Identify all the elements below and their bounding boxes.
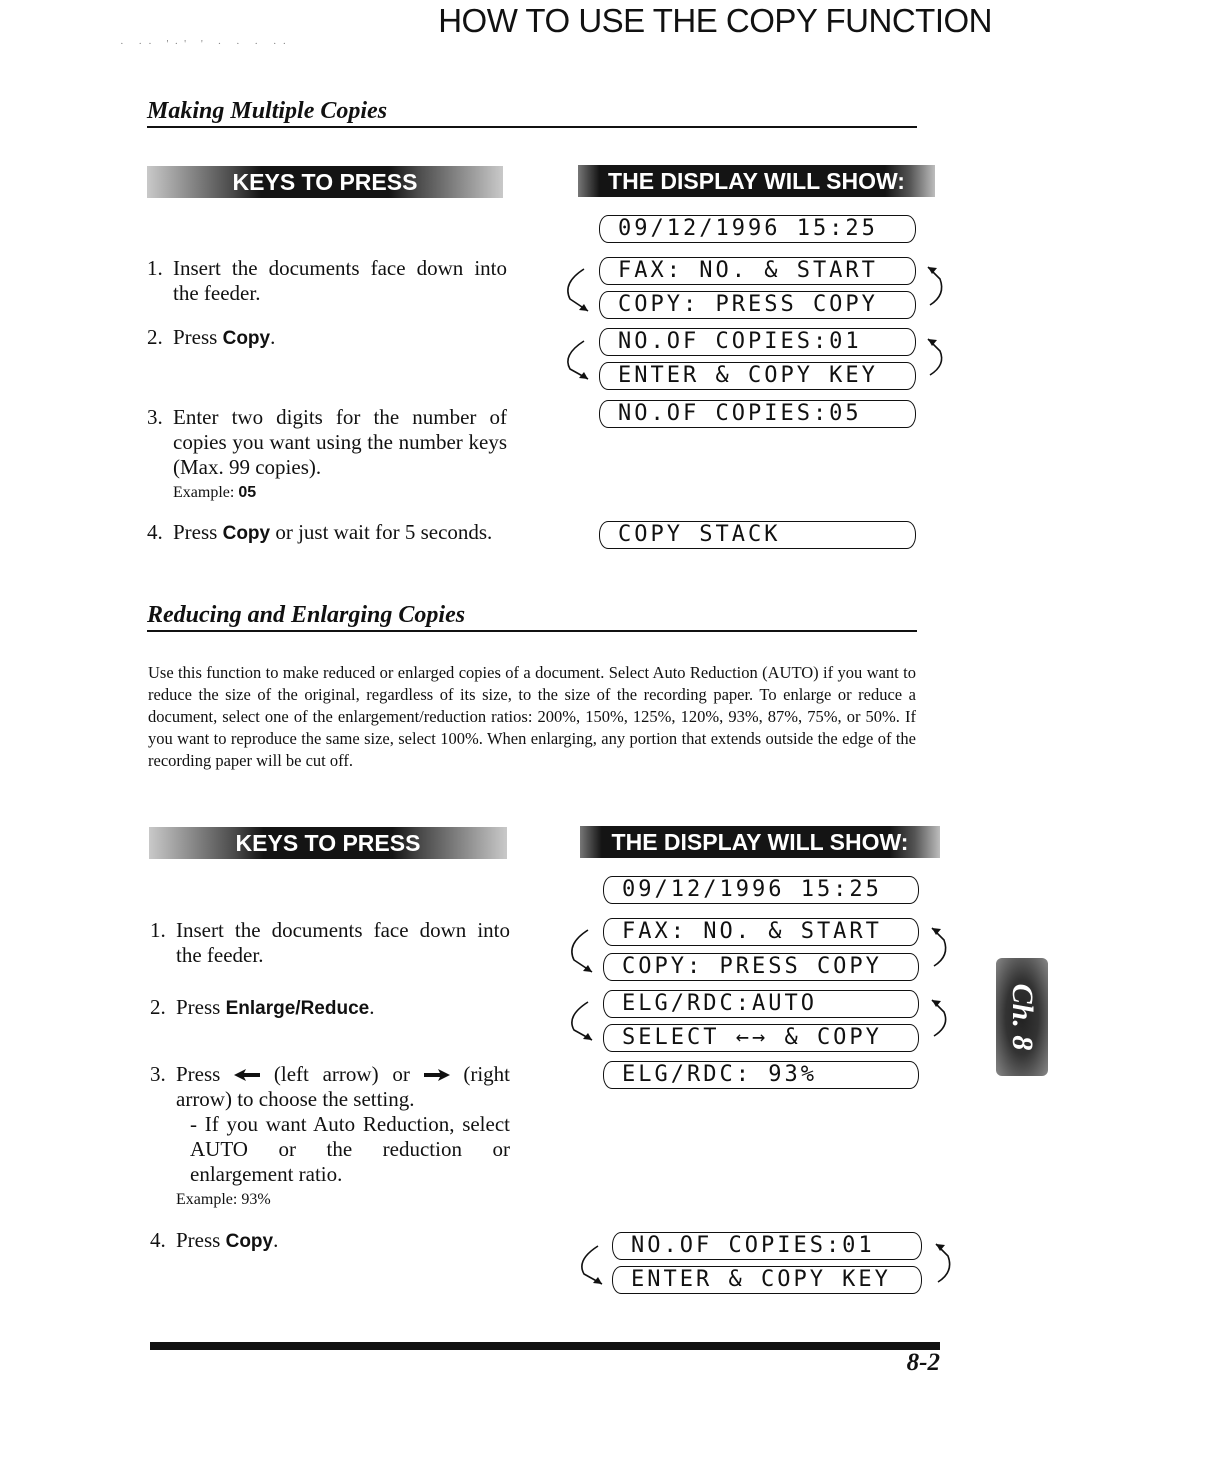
step-2: 2. Press Copy.: [147, 325, 276, 349]
auto-reduction-note: - If you want Auto Reduction, select AUTO or the reduction or enlargement ratio.: [190, 1112, 510, 1186]
alternating-display-arrows-icon: [564, 916, 964, 1316]
step-4: 4. Press Copy.: [150, 1228, 279, 1252]
lcd-fax-start: FAX: NO. & START: [599, 257, 916, 285]
lcd-copy-press: COPY: PRESS COPY: [603, 953, 919, 981]
page-title: HOW TO USE THE COPY FUNCTION: [438, 2, 992, 39]
lcd-elg-rdc-93: ELG/RDC: 93%: [603, 1061, 919, 1089]
chapter-tab: Ch. 8: [996, 958, 1048, 1076]
key-copy: Copy: [222, 328, 271, 349]
lcd-no-of-copies: NO.OF COPIES:01: [612, 1232, 922, 1260]
keys-to-press-header: KEYS TO PRESS: [149, 827, 507, 859]
key-copy: Copy: [222, 523, 271, 544]
section-title-reduce-enlarge: Reducing and Enlarging Copies: [147, 602, 917, 632]
step-2: 2. Press Enlarge/Reduce.: [150, 995, 375, 1019]
display-will-show-header: THE DISPLAY WILL SHOW:: [580, 826, 940, 858]
lcd-enter-copy-key: ENTER & COPY KEY: [612, 1266, 922, 1294]
lcd-no-of-copies-05: NO.OF COPIES:05: [599, 400, 916, 428]
key-enlarge-reduce: Enlarge/Reduce: [225, 998, 370, 1019]
step-3: 3. Press (left arrow) or (right arrow) to choose the setting. - If you want Auto Reduction, select AUTO or the reduction or enlargement ratio. Example: 93%: [150, 1062, 510, 1212]
lcd-elg-rdc-auto: ELG/RDC:AUTO: [603, 990, 919, 1018]
step-3: 3. Enter two digits for the number of copies you want using the number keys (Max. 99 copies). Example: 05: [147, 405, 507, 505]
step-4: 4. Press Copy or just wait for 5 seconds.: [147, 520, 493, 544]
alternating-display-arrows-icon: [560, 255, 960, 455]
section-title-multiple-copies: Making Multiple Copies: [147, 98, 917, 128]
step-1: 1. Insert the documents face down into the feeder.: [150, 918, 510, 967]
step-1: 1. Insert the documents face down into the feeder.: [147, 256, 507, 305]
example: Example: 05: [173, 484, 257, 501]
example: Example: 93%: [176, 1191, 271, 1208]
lcd-copy-press: COPY: PRESS COPY: [599, 291, 916, 319]
footer-rule: [150, 1342, 940, 1350]
lcd-date-time: 09/12/1996 15:25: [603, 876, 919, 904]
lcd-select-copy: SELECT ←→ & COPY: [603, 1024, 919, 1052]
display-will-show-header: THE DISPLAY WILL SHOW:: [578, 165, 935, 197]
lcd-copy-stack: COPY STACK: [599, 521, 916, 549]
lcd-enter-copy-key: ENTER & COPY KEY: [599, 362, 916, 390]
lcd-no-of-copies: NO.OF COPIES:01: [599, 328, 916, 356]
lcd-date-time: 09/12/1996 15:25: [599, 215, 916, 243]
lcd-fax-start: FAX: NO. & START: [603, 918, 919, 946]
left-arrow-key-icon: [234, 1069, 260, 1081]
intro-paragraph: Use this function to make reduced or enlarged copies of a document. Select Auto Reduction (AUTO) if you want to reduce the size of the original, regardless of its size, to the size of the recording paper. To enlarge or reduce a document, select one of the enlargement/reduction ratios: 200%, 150%, 125%, 120%, 93%, 87%, 75%, or 50%. If you want to reproduce the same size, select 100%. When enlarging, any portion that extends outside the edge of the recording paper will be cut off.: [148, 663, 916, 770]
scan-specks: · ·· '·' ' · · · ··: [120, 38, 293, 50]
right-arrow-key-icon: [424, 1069, 450, 1081]
keys-to-press-header: KEYS TO PRESS: [147, 166, 503, 198]
page-number: 8-2: [906, 1349, 940, 1376]
key-copy: Copy: [225, 1231, 274, 1252]
